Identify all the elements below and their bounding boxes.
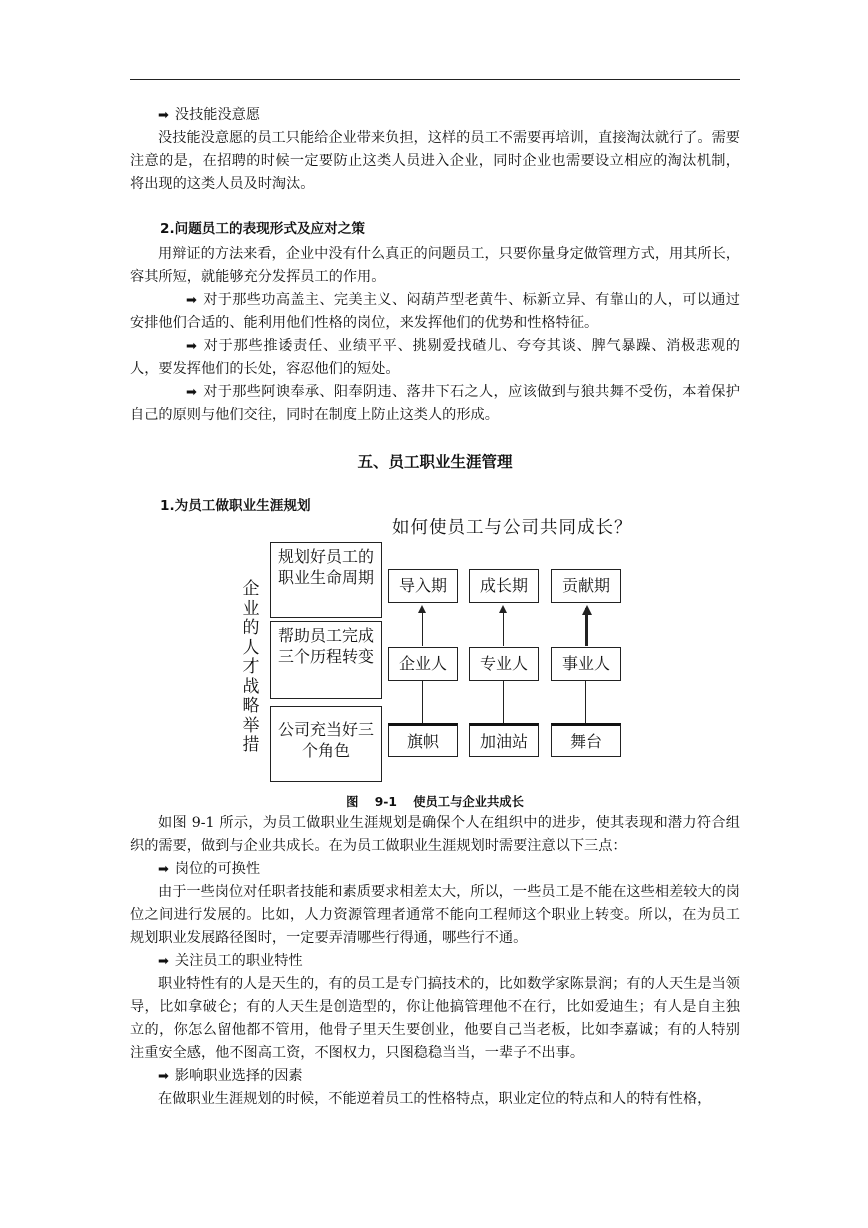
bullet-text: 影响职业选择的因素 [174,1068,303,1084]
bullet-item [158,1065,303,1088]
bullet-text: 没技能没意愿 [174,107,261,123]
figure-diagram [232,508,632,788]
figure-caption: 图 9-1 使员工与企业共成长 [346,795,524,809]
bullet-paragraph [130,335,740,381]
arrow-right-icon: ➡ [158,954,169,969]
company-role-box: 舞台 [551,723,621,757]
arrow-line [503,608,504,646]
bullet-item [158,104,260,127]
role-box: 事业人 [551,647,621,681]
arrow-line [422,608,423,646]
stage-box: 贡献期 [551,569,621,603]
paragraph: 在做职业生涯规划的时候，不能逆着员工的性格特点，职业定位的特点和人的特有性格， [158,1091,712,1107]
bullet-paragraph [130,381,740,427]
role-box: 专业人 [469,647,539,681]
connector-line [503,681,504,724]
left-box: 规划好员工的职业生命周期 [270,542,382,618]
stage-box: 导入期 [388,569,458,603]
paragraph: 由于一些岗位对任职者技能和素质要求相差太大，所以，一些员工是不能在这些相差较大的岗位之间进行发展的。比如，人力资源管理者通常不能向工程师这个职业上转变。所以，在为员工规划职业发展路径图时，一定要弄清哪些行得通，哪些行不通。 [130,884,740,946]
role-box: 企业人 [388,647,458,681]
paragraph: 如图 9-1 所示，为员工做职业生涯规划是确保个人在组织中的进步，使其表现和潜力符合组织的需要，做到与企业共成长。在为员工做职业生涯规划时需要注意以下三点： [130,815,740,854]
figure-vertical-label: 企业的人才战略举措 [242,579,260,755]
left-box: 公司充当好三个角色 [270,706,382,782]
header-rule [130,79,740,80]
arrow-right-icon: ➡ [158,862,169,877]
bullet-item [158,950,303,973]
arrow-up-icon [499,605,507,613]
paragraph: 用辩证的方法来看，企业中没有什么真正的问题员工，只要你量身定做管理方式，用其所长，容其所短，就能够充分发挥员工的作用。 [130,246,740,285]
bullet-text: 岗位的可换性 [174,861,261,877]
company-role-box: 旗帜 [388,723,458,757]
paragraph: 职业特性有的人是天生的，有的员工是专门搞技术的，比如数学家陈景润；有的人天生是当领导，比如拿破仑；有的人天生是创造型的，你让他搞管理他不在行，比如爱迪生；有人是自主独立的，你怎么留他都不管用，他骨子里天生要创业，他要自己当老板，比如李嘉诚；有的人特别注重安全感，他不图高工资，不图权力，只图稳稳当当，一辈子不出事。 [130,976,740,1061]
connector-line [585,681,586,724]
arrow-right-icon: ➡ [186,293,197,308]
company-role-box: 加油站 [469,723,539,757]
section-heading: 2.问题员工的表现形式及应对之策 [160,221,365,237]
stage-box: 成长期 [469,569,539,603]
connector-line [422,681,423,724]
figure-title: 如何使员工与公司共同成长？ [392,518,633,538]
bullet-text: 关注员工的职业特性 [174,953,303,969]
bullet-item [158,858,260,881]
arrow-right-icon: ➡ [158,108,169,123]
chapter-title: 五、员工职业生涯管理 [357,453,513,471]
bullet-text: 对于那些阿谀奉承、阳奉阴违、落井下石之人，应该做到与狼共舞不受伤，本着保护自己的原则与他们交往，同时在制度上防止这类人的形成。 [130,384,740,423]
arrow-right-icon: ➡ [158,1069,169,1084]
arrow-up-icon [582,605,592,615]
bullet-text: 对于那些推诿责任、业绩平平、挑剔爱找碴儿、夸夸其谈、脾气暴躁、消极悲观的人，要发挥他们的长处，容忍他们的短处。 [130,338,740,377]
arrow-right-icon: ➡ [186,339,197,354]
section-heading: 1.为员工做职业生涯规划 [160,498,311,514]
arrow-right-icon: ➡ [186,385,197,400]
bullet-paragraph [130,289,740,335]
left-box: 帮助员工完成三个历程转变 [270,621,382,699]
paragraph: 没技能没意愿的员工只能给企业带来负担，这样的员工不需要再培训，直接淘汰就行了。需要注意的是，在招聘的时候一定要防止这类人员进入企业，同时企业也需要设立相应的淘汰机制，将出现的这类人员及时淘汰。 [130,130,740,192]
bullet-text: 对于那些功高盖主、完美主义、闷葫芦型老黄牛、标新立异、有靠山的人，可以通过安排他们合适的、能利用他们性格的岗位，来发挥他们的优势和性格特征。 [130,292,740,331]
arrow-up-icon [418,605,426,613]
